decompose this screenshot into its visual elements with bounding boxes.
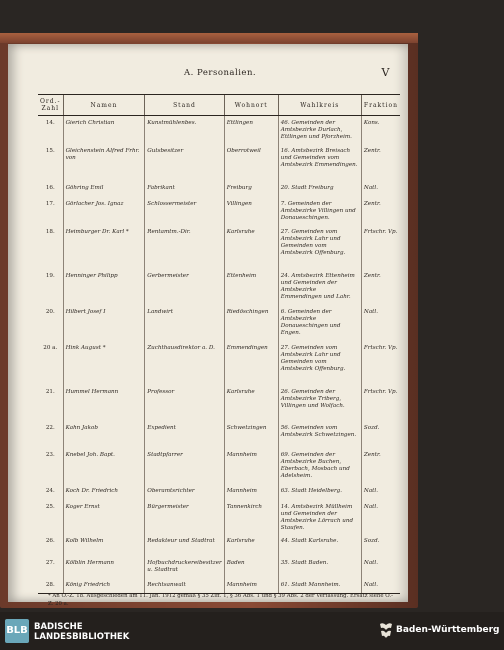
row-wahlkreis: 20. Stadt Freiburg — [278, 181, 361, 197]
page-header — [8, 68, 408, 84]
row-num: 18. — [45, 228, 55, 235]
row-fraktion: Zentr. — [361, 144, 400, 181]
row-num: 17. — [45, 200, 55, 207]
row-num: 20. — [45, 308, 55, 315]
table-row — [38, 269, 400, 305]
row-fraktion: Frtschr. Vp. — [361, 385, 400, 421]
row-wohnort: Emmendingen — [224, 341, 278, 385]
row-name: König Friedrich — [63, 578, 145, 594]
row-wahlkreis: 24. Amtsbezirk Ettenheim und Gemeinden der Amtsbezirke Emmendingen und Lahr. — [278, 269, 361, 305]
row-name: Kolb Wilhelm — [63, 534, 145, 556]
table-row — [38, 225, 400, 269]
row-wahlkreis: 14. Amtsbezirk Müllheim und Gemeinden der Amtsbezirke Lörrach und Staufen. — [278, 500, 361, 534]
library-name-line2: LANDESBIBLIOTHEK — [34, 632, 130, 642]
table-row — [38, 556, 400, 578]
row-wahlkreis: 7. Gemeinden der Amtsbezirke Villingen und Donaueschingen. — [278, 197, 361, 225]
row-fraktion: Kons. — [361, 116, 400, 144]
row-fraktion: Natl. — [361, 578, 400, 594]
row-wahlkreis: 16. Amtsbezirk Breisach und Gemeinden vom Amtsbezirk Emmendingen. — [278, 144, 361, 181]
header-namen: Namen — [63, 95, 145, 116]
row-wahlkreis: 69. Gemeinden der Amtsbezirke Buchen, Eberbach, Mosbach und Adelsheim. — [278, 448, 361, 484]
table-row — [38, 484, 400, 500]
header-wahlkreis: Wahlkreis — [278, 95, 361, 116]
row-stand: Fabrikant — [145, 181, 224, 197]
row-stand: Landwirt — [145, 305, 224, 341]
row-stand: Zuchthausdirektor a. D. — [145, 341, 224, 385]
row-name: Kahn Jakob — [63, 421, 145, 448]
row-num: 16. — [45, 184, 55, 191]
row-fraktion: Natl. — [361, 181, 400, 197]
row-wahlkreis: 61. Stadt Mannheim. — [278, 578, 361, 594]
row-name: Gleichenstein Alfred Frhr. von — [63, 144, 145, 181]
table-row — [38, 534, 400, 556]
header-wohnort: Wohnort — [224, 95, 278, 116]
row-wahlkreis: 6. Gemeinden der Amtsbezirke Donaueschingen und Engen. — [278, 305, 361, 341]
row-fraktion: Natl. — [361, 484, 400, 500]
row-stand: Redakteur und Stadtrat — [145, 534, 224, 556]
section-title: A. Personalien. — [184, 68, 257, 78]
table-row — [38, 500, 400, 534]
row-fraktion: Natl. — [361, 305, 400, 341]
state-name[interactable]: Baden-Württemberg — [396, 625, 500, 635]
table-row — [38, 421, 400, 448]
row-wohnort: Riedöschingen — [224, 305, 278, 341]
library-name-line1: BADISCHE — [34, 622, 83, 632]
row-name: Knebel Joh. Bapt. — [63, 448, 145, 484]
row-fraktion: Sozd. — [361, 421, 400, 448]
row-wahlkreis: 63. Stadt Heidelberg. — [278, 484, 361, 500]
members-table — [38, 94, 400, 594]
row-stand: Gerbermeister — [145, 269, 224, 305]
row-wohnort: Tannenkirch — [224, 500, 278, 534]
row-name: Gierich Christian — [63, 116, 145, 144]
row-num: 15. — [45, 147, 55, 154]
row-stand: Rechtsanwalt — [145, 578, 224, 594]
table-row — [38, 448, 400, 484]
row-name: Kölblin Hermann — [63, 556, 145, 578]
row-wahlkreis: 56. Gemeinden vom Amtsbezirk Schwetzingen. — [278, 421, 361, 448]
row-wahlkreis: 26. Gemeinden der Amtsbezirke Triberg, Villingen und Wolfach. — [278, 385, 361, 421]
header-stand: Stand — [145, 95, 224, 116]
row-fraktion: Sozd. — [361, 534, 400, 556]
row-stand: Rentamtm.-Dir. — [145, 225, 224, 269]
row-wohnort: Baden — [224, 556, 278, 578]
row-wohnort: Schwetzingen — [224, 421, 278, 448]
row-name: Hink August * — [63, 341, 145, 385]
row-wohnort: Karlsruhe — [224, 225, 278, 269]
row-num: 14. — [45, 120, 55, 126]
row-wohnort: Ettlingen — [224, 116, 278, 144]
row-stand: Kunstmühlenbes. — [145, 116, 224, 144]
row-num: 22. — [45, 424, 55, 431]
row-num: 28. — [38, 578, 63, 594]
row-name: Hummel Hermann — [63, 385, 145, 421]
row-name: Koger Ernst — [63, 500, 145, 534]
row-num: 24. — [45, 487, 55, 494]
table-row — [38, 305, 400, 341]
row-wohnort: Oberrotweil — [224, 144, 278, 181]
page-number: V — [381, 66, 390, 79]
row-name: Görlacher Jos. Ignaz — [63, 197, 145, 225]
row-wahlkreis: 44. Stadt Karlsruhe. — [278, 534, 361, 556]
blb-logo-icon[interactable]: BLB — [5, 619, 29, 643]
table-row — [38, 341, 400, 385]
row-num: 23. — [45, 451, 55, 458]
row-num: 20 a. — [43, 344, 58, 351]
row-name: Hilbert Josef I — [63, 305, 145, 341]
row-fraktion: Natl. — [361, 556, 400, 578]
row-fraktion: Frtschr. Vp. — [361, 341, 400, 385]
row-stand: Gutsbesitzer — [145, 144, 224, 181]
row-stand: Bürgermeister — [145, 500, 224, 534]
baden-wuerttemberg-lions-icon — [378, 622, 394, 640]
row-name: Koch Dr. Friedrich — [63, 484, 145, 500]
row-fraktion: Natl. — [361, 500, 400, 534]
row-wohnort: Mannheim — [224, 448, 278, 484]
row-name: Heimburger Dr. Karl * — [63, 225, 145, 269]
row-fraktion: Frtschr. Vp. — [361, 225, 400, 269]
row-wahlkreis: 35. Stadt Baden. — [278, 556, 361, 578]
book-spine-top — [0, 33, 418, 43]
row-wahlkreis: 46. Gemeinden der Amtsbezirke Durlach, Ettlingen und Pforzheim. — [278, 116, 361, 144]
table-row — [38, 144, 400, 181]
row-fraktion: Zentr. — [361, 269, 400, 305]
row-stand: Professor — [145, 385, 224, 421]
row-fraktion: Zentr. — [361, 197, 400, 225]
row-name: Göhring Emil — [63, 181, 145, 197]
row-stand: Expedient — [145, 421, 224, 448]
row-name: Henninger Philipp — [63, 269, 145, 305]
row-stand: Schlossermeister — [145, 197, 224, 225]
row-num: 21. — [45, 388, 55, 395]
row-wohnort: Ettenheim — [224, 269, 278, 305]
table-row — [38, 197, 400, 225]
row-wohnort: Karlsruhe — [224, 534, 278, 556]
row-wohnort: Villingen — [224, 197, 278, 225]
row-stand: Hofbuchdruckereibesitzer u. Stadtrat — [145, 556, 224, 578]
library-branding-bar — [0, 612, 504, 650]
row-wohnort: Freiburg — [224, 181, 278, 197]
table-row — [38, 116, 400, 144]
footnote: * An O.-Z. 18. Ausgeschieden am 11. Jan. 1912 gemäß § 35 Ziff. 1, § 36 Abs. 1 und § 39 Abs. 2 der Verfassung. Ersatz siehe O.-Z. 20 a. — [48, 593, 393, 607]
row-num: 27. — [45, 559, 55, 566]
document-page — [8, 44, 408, 607]
row-fraktion: Zentr. — [361, 448, 400, 484]
row-wohnort: Mannheim — [224, 484, 278, 500]
row-num: 26. — [45, 537, 55, 544]
library-name[interactable] — [34, 622, 129, 642]
table-row — [38, 385, 400, 421]
row-wahlkreis: 27. Gemeinden vom Amtsbezirk Lahr und Gemeinden vom Amtsbezirk Offenburg. — [278, 341, 361, 385]
row-stand: Oberamtsrichter — [145, 484, 224, 500]
table-header-row — [38, 95, 400, 116]
row-wohnort: Karlsruhe — [224, 385, 278, 421]
header-ord-zahl: Ord.-Zahl — [38, 95, 63, 116]
header-fraktion: Fraktion — [361, 95, 400, 116]
row-num: 19. — [45, 272, 55, 279]
row-stand: Stadtpfarrer — [145, 448, 224, 484]
row-wohnort: Mannheim — [224, 578, 278, 594]
table-row — [38, 181, 400, 197]
row-num: 25. — [45, 503, 55, 510]
row-wahlkreis: 27. Gemeinden vom Amtsbezirk Lahr und Gemeinden vom Amtsbezirk Offenburg. — [278, 225, 361, 269]
